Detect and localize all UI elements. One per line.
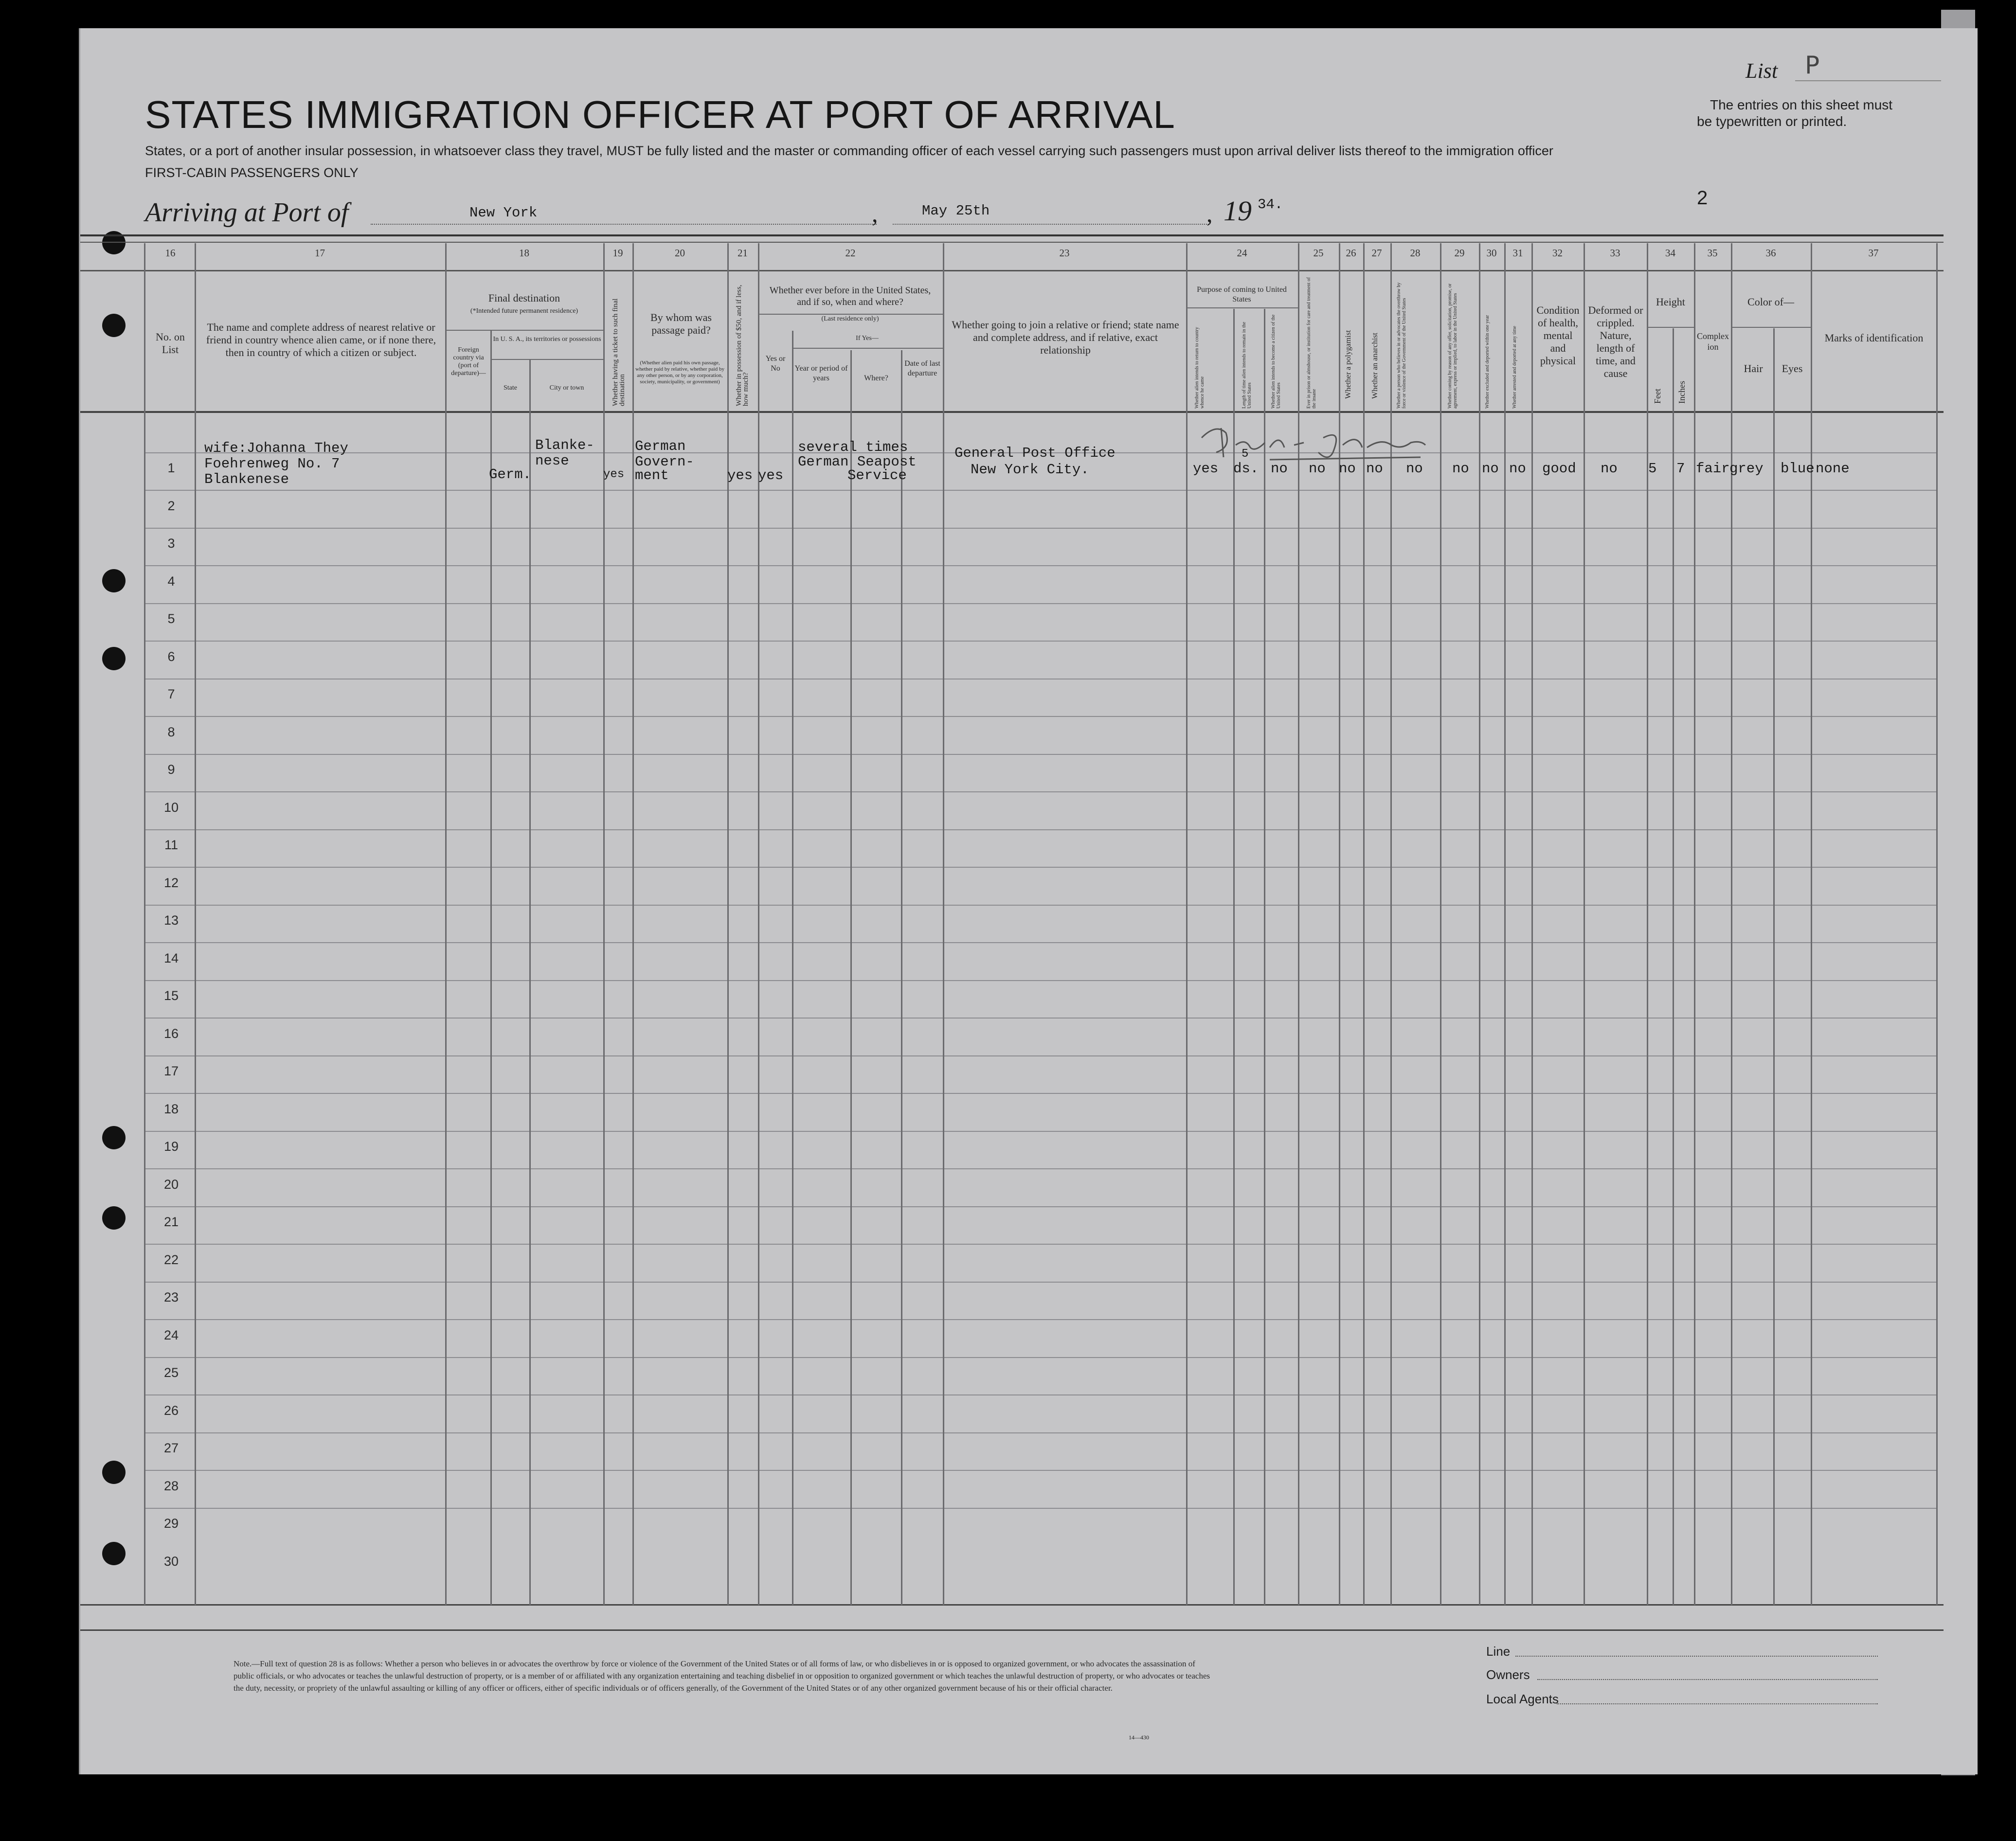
row-rule — [144, 754, 1936, 755]
header-final-destination: Final destination — [488, 292, 560, 304]
row-rule — [144, 490, 1936, 491]
row-number: 16 — [163, 1026, 179, 1041]
header-deported: Whether arrested and deported at any time — [1512, 326, 1517, 409]
sheet-number: 2 — [1697, 187, 1708, 209]
col-line — [1584, 243, 1585, 1605]
relative-line-2: Foehrenweg No. 7 — [204, 456, 340, 472]
col-line — [632, 243, 634, 1605]
col-line — [195, 243, 196, 1605]
col-line — [1936, 243, 1938, 1605]
inches-value: 7 — [1676, 461, 1685, 477]
col-line — [1647, 243, 1648, 1605]
header-fifty-dollars: Whether in possession of $50, and if less, how much? — [735, 285, 750, 406]
row-number: 21 — [163, 1215, 179, 1229]
header-marks: Marks of identification — [1824, 332, 1924, 344]
colnum-rule — [80, 270, 1944, 271]
row-rule — [144, 603, 1936, 604]
col-line — [1186, 243, 1188, 1605]
row-number: 19 — [163, 1139, 179, 1154]
row-rule — [144, 1470, 1936, 1471]
header-labor-offer: Whether coming by reason of any offer, solicitation, promise, or agreement, express or implied, to labor in the United States — [1447, 283, 1458, 409]
paid-line-3: ment — [635, 467, 669, 483]
col-number-17: 17 — [315, 247, 325, 259]
row-rule — [144, 1357, 1936, 1358]
header-no-on-list: No. on List — [156, 331, 185, 356]
row-number: 24 — [163, 1327, 179, 1342]
col-line — [1440, 243, 1441, 1605]
header-health: Condition of health, mental and physical — [1536, 304, 1580, 367]
row-number: 12 — [163, 875, 179, 890]
col-number-25: 25 — [1313, 247, 1324, 259]
comma-2: , — [1206, 200, 1213, 227]
form-number: 14—430 — [1129, 1734, 1149, 1741]
col-line — [529, 360, 531, 1605]
col-number-22: 22 — [845, 247, 856, 259]
row-rule — [144, 1018, 1936, 1019]
period-line-1: several times — [798, 439, 908, 455]
col-line — [1773, 328, 1775, 1605]
header-date-departure: Date of last departure — [904, 359, 940, 377]
header-overthrow: Whether a person who believes in or advocates the overthrow by force or violence of the Government of the United States — [1396, 282, 1407, 409]
feet-value: 5 — [1648, 461, 1657, 477]
header-bottom-rule — [80, 411, 1944, 413]
table-bottom-rule-2 — [80, 1629, 1944, 1631]
header-join-relative: Whether going to join a relative or friend; state name and complete address, and if relative, exact relationship — [952, 319, 1179, 356]
anarchist-value: no — [1366, 461, 1383, 477]
subheader-rule — [792, 348, 943, 349]
labor-offer-value: no — [1452, 461, 1469, 477]
prison-value: no — [1309, 461, 1326, 477]
port-value: New York — [469, 205, 538, 221]
header-ticket: Whether having a ticket to such final destination — [612, 298, 626, 406]
header-if-yes: If Yes— — [856, 335, 879, 342]
col-number-31: 31 — [1512, 247, 1523, 259]
col-number-21: 21 — [738, 247, 748, 259]
row-rule — [144, 1432, 1936, 1433]
eyes-value: blue — [1781, 461, 1815, 477]
subheader-rule — [758, 314, 943, 315]
owners-label: Owners — [1486, 1667, 1530, 1682]
relative-line-3: Blankenese — [204, 471, 289, 487]
row-rule — [144, 791, 1936, 792]
punch-hole — [102, 314, 126, 337]
col-line — [1264, 309, 1265, 1605]
header-purpose-return: Whether alien intends to return to country whence he came — [1194, 327, 1205, 409]
col-number-20: 20 — [675, 247, 685, 259]
col-number-16: 16 — [165, 247, 176, 259]
subheader-rule — [490, 359, 603, 360]
subtitle: States, or a port of another insular possession, in whatsoever class they travel, MUST be fully listed and the master or commanding officer of each vessel carrying such passengers must upon arrival deliver lists thereof to the immigration officer — [145, 143, 1553, 158]
marks-value: none — [1816, 461, 1850, 477]
date-value: May 25th — [922, 203, 990, 219]
row-rule — [144, 905, 1936, 906]
arriving-label: Arriving at Port of — [145, 197, 349, 228]
row-number: 20 — [163, 1177, 179, 1192]
signature-scrawl — [1197, 418, 1435, 467]
row-number: 3 — [167, 536, 175, 551]
footer-note: Note.—Full text of question 28 is as follows: Whether a person who believes in or advocates the overthrow by force or violence of the Government of the United States or of all forms of law, or who disbelieves in or is opposed to organized government, or who advocates the assassination of public officials, or who advocates or teaches the unlawful destruction of property, or is a member of or affiliated with any organization entertaining and teaching disbelief in or opposition to organized government or which teaches the unlawful destruction of property, or who advocates or teaches the duty, necessity, or propriety of the unlawful assaulting or killing of any officer or officers, either of specific individuals or of officers generally, of the Government of the United States or of any other organized government because of his or their official character. — [234, 1659, 1210, 1693]
col-line — [1479, 243, 1480, 1605]
header-inches: Inches — [1677, 381, 1687, 404]
city-line-2: nese — [535, 453, 569, 469]
period-line-2: German Seapost — [798, 454, 917, 470]
row-number: 10 — [163, 800, 179, 815]
header-excluded: Whether excluded and deported within one year — [1485, 315, 1490, 409]
row-rule — [144, 641, 1936, 642]
header-state: State — [504, 384, 517, 392]
purpose-length-value: 5 — [1242, 447, 1249, 461]
row-number: 26 — [163, 1403, 179, 1418]
header-final-destination-note: (*Intended future permanent residence) — [470, 307, 578, 315]
row-number: 1 — [167, 461, 175, 475]
row-number: 7 — [167, 687, 175, 701]
table-bottom-rule — [80, 1604, 1944, 1606]
col-line — [1233, 309, 1235, 1605]
row-rule — [144, 1394, 1936, 1395]
purpose-length-unit: ds. — [1233, 461, 1259, 477]
table-top-rule-2 — [80, 242, 1944, 243]
header-height: Height — [1656, 296, 1685, 308]
col-number-26: 26 — [1346, 247, 1356, 259]
fifty-value: yes — [727, 467, 753, 483]
row-rule — [144, 942, 1936, 943]
row-number: 17 — [163, 1064, 179, 1078]
col-number-36: 36 — [1765, 247, 1776, 259]
col-number-24: 24 — [1237, 247, 1247, 259]
header-polygamist: Whether a polygamist — [1344, 330, 1352, 399]
subheader-rule — [1731, 327, 1811, 328]
col-number-33: 33 — [1610, 247, 1620, 259]
relative-line-1: wife:Johanna They — [204, 440, 348, 456]
line-label: Line — [1486, 1644, 1511, 1659]
col-line — [445, 243, 447, 1605]
complexion-value: fair — [1696, 461, 1730, 477]
col-line — [1811, 243, 1812, 1605]
punch-hole — [102, 569, 126, 592]
row-number: 6 — [167, 649, 175, 664]
agents-label: Local Agents — [1486, 1692, 1559, 1706]
header-year-period: Year or period of years — [794, 364, 848, 382]
row-number: 8 — [167, 724, 175, 739]
entries-note-2: be typewritten or printed. — [1697, 114, 1847, 129]
header-purpose-length: Length of time alien intends to remain in the United States — [1242, 322, 1252, 409]
col-line — [1504, 243, 1506, 1605]
date-underline — [893, 223, 1209, 225]
header-color-of: Color of— — [1747, 296, 1794, 308]
col-line — [1694, 243, 1695, 1605]
paid-line-1: German — [635, 438, 686, 454]
hair-value: grey — [1729, 461, 1764, 477]
row-number: 23 — [163, 1290, 179, 1305]
col-number-28: 28 — [1410, 247, 1421, 259]
deported-value: no — [1509, 461, 1526, 477]
row-number: 11 — [164, 838, 179, 852]
agents-underline — [1557, 1702, 1878, 1704]
list-underline — [1795, 80, 1941, 81]
join-line-2: New York City. — [971, 462, 1089, 478]
header-feet: Feet — [1653, 389, 1662, 404]
col-number-30: 30 — [1486, 247, 1497, 259]
row-rule — [144, 1319, 1936, 1320]
row-number: 9 — [167, 762, 175, 777]
punch-hole — [102, 1461, 126, 1484]
manifest-sheet — [79, 28, 1978, 1774]
row-number: 14 — [163, 950, 179, 965]
col-line — [603, 243, 605, 1605]
table-top-rule — [80, 234, 1944, 236]
row-rule — [144, 1206, 1936, 1207]
header-relative: The name and complete address of nearest relative or friend in country whence alien came, or if none there, then in country of which a citizen or subject. — [206, 321, 436, 358]
port-underline — [371, 223, 877, 225]
polygamist-value: no — [1339, 461, 1356, 477]
page-title: STATES IMMIGRATION OFFICER AT PORT OF ARRIVAL — [145, 93, 1175, 136]
subheader-rule — [1647, 327, 1694, 328]
col-number-35: 35 — [1707, 247, 1718, 259]
col-line — [1731, 243, 1732, 1605]
col-number-29: 29 — [1454, 247, 1465, 259]
col-line — [1673, 328, 1674, 1605]
year-prefix: 19 — [1224, 195, 1252, 227]
row-number: 28 — [163, 1478, 179, 1493]
row-rule — [144, 1244, 1936, 1245]
header-usa: In U. S. A., its territories or possessions — [493, 336, 601, 343]
year-suffix: 34. — [1258, 197, 1283, 213]
header-eyes: Eyes — [1782, 362, 1803, 375]
row-rule — [144, 528, 1936, 529]
row-rule — [144, 1508, 1936, 1509]
row-number: 13 — [163, 913, 179, 928]
row-number: 4 — [167, 573, 175, 589]
row-rule — [144, 1131, 1936, 1132]
col-number-34: 34 — [1665, 247, 1675, 259]
entries-note-1: The entries on this sheet must — [1710, 97, 1893, 112]
subheader-rule — [1186, 307, 1298, 308]
header-hair: Hair — [1744, 362, 1763, 375]
col-number-32: 32 — [1552, 247, 1563, 259]
col-number-27: 27 — [1371, 247, 1382, 259]
header-purpose-citizen: Whether alien intends to become a citizen of the United States — [1271, 314, 1281, 409]
foreign-country-value: Germ. — [489, 466, 532, 483]
excluded-value: no — [1482, 461, 1499, 477]
col-line — [943, 243, 944, 1605]
header-deformed: Deformed or crippled. Nature, length of time, and cause — [1588, 304, 1643, 379]
header-anarchist: Whether an anarchist — [1371, 333, 1379, 399]
overthrow-value: no — [1406, 461, 1423, 477]
row-number: 15 — [163, 988, 179, 1003]
col-line — [727, 243, 729, 1605]
header-purpose: Purpose of coming to United States — [1197, 286, 1287, 304]
row-rule — [144, 829, 1936, 830]
row-number: 25 — [163, 1365, 179, 1380]
row-rule — [144, 716, 1936, 717]
header-ever-before: Whether ever before in the United States, and if so, when and where? — [769, 285, 931, 307]
comma-1: , — [872, 200, 878, 227]
col-line — [1531, 243, 1533, 1605]
row-number: 27 — [163, 1441, 179, 1455]
paid-line-2: Govern- — [635, 454, 694, 470]
join-line-1: General Post Office — [954, 445, 1116, 461]
row-rule — [144, 1055, 1936, 1056]
row-number: 30 — [163, 1554, 179, 1569]
deformed-value: no — [1601, 461, 1618, 477]
header-foreign-country: Foreign country via (port of departure)— — [451, 346, 486, 377]
col-line — [758, 243, 759, 1605]
header-passage-note: (Whether alien paid his own passage, whether paid by relative, whether paid by any other person, or by any corporation, society, municipality, or government) — [635, 360, 724, 385]
ticket-value: yes — [603, 468, 625, 481]
col-line — [144, 243, 145, 1605]
purpose-citizen-value: no — [1271, 461, 1288, 477]
header-complexion: Complexion — [1697, 331, 1729, 352]
header-where: Where? — [864, 374, 888, 382]
header-yes-no: Yes or No — [765, 355, 786, 373]
col-number-23: 23 — [1059, 247, 1070, 259]
ever-before-value: yes — [758, 467, 784, 483]
col-line — [490, 331, 492, 1605]
period-line-3: Service — [847, 467, 907, 483]
purpose-return-value: yes — [1193, 461, 1219, 477]
row-number: 18 — [163, 1101, 179, 1116]
punch-hole — [102, 1126, 126, 1149]
row-number: 29 — [163, 1516, 179, 1531]
col-line — [792, 331, 793, 1605]
list-value: P — [1805, 51, 1820, 79]
owners-underline — [1537, 1678, 1878, 1680]
col-line — [901, 350, 902, 1605]
city-line-1: Blanke- — [535, 437, 594, 453]
row-number: 2 — [167, 498, 175, 513]
row-rule — [144, 867, 1936, 868]
health-value: good — [1542, 461, 1576, 477]
list-label: List — [1746, 59, 1778, 83]
row-rule — [144, 565, 1936, 566]
header-city: City or town — [549, 384, 584, 392]
subheader-rule — [447, 330, 603, 331]
row-number: 5 — [167, 611, 175, 626]
punch-hole — [102, 647, 126, 670]
row-rule — [144, 980, 1936, 981]
punch-hole — [102, 1542, 126, 1565]
line-underline — [1515, 1655, 1878, 1657]
header-ever-before-note: (Last residence only) — [821, 315, 879, 322]
col-number-18: 18 — [519, 247, 529, 259]
col-number-37: 37 — [1868, 247, 1879, 259]
row-number: 22 — [163, 1252, 179, 1267]
row-rule — [144, 1168, 1936, 1169]
row-rule — [144, 1282, 1936, 1283]
punch-hole — [102, 1206, 126, 1230]
col-line — [850, 350, 852, 1605]
header-prison: Ever in prison or almshouse, or institution for care and treatment of the insane — [1306, 277, 1317, 409]
row-rule — [144, 1093, 1936, 1094]
class-line: FIRST-CABIN PASSENGERS ONLY — [145, 165, 359, 180]
col-number-19: 19 — [612, 247, 623, 259]
header-passage-paid: By whom was passage paid? — [650, 311, 712, 336]
